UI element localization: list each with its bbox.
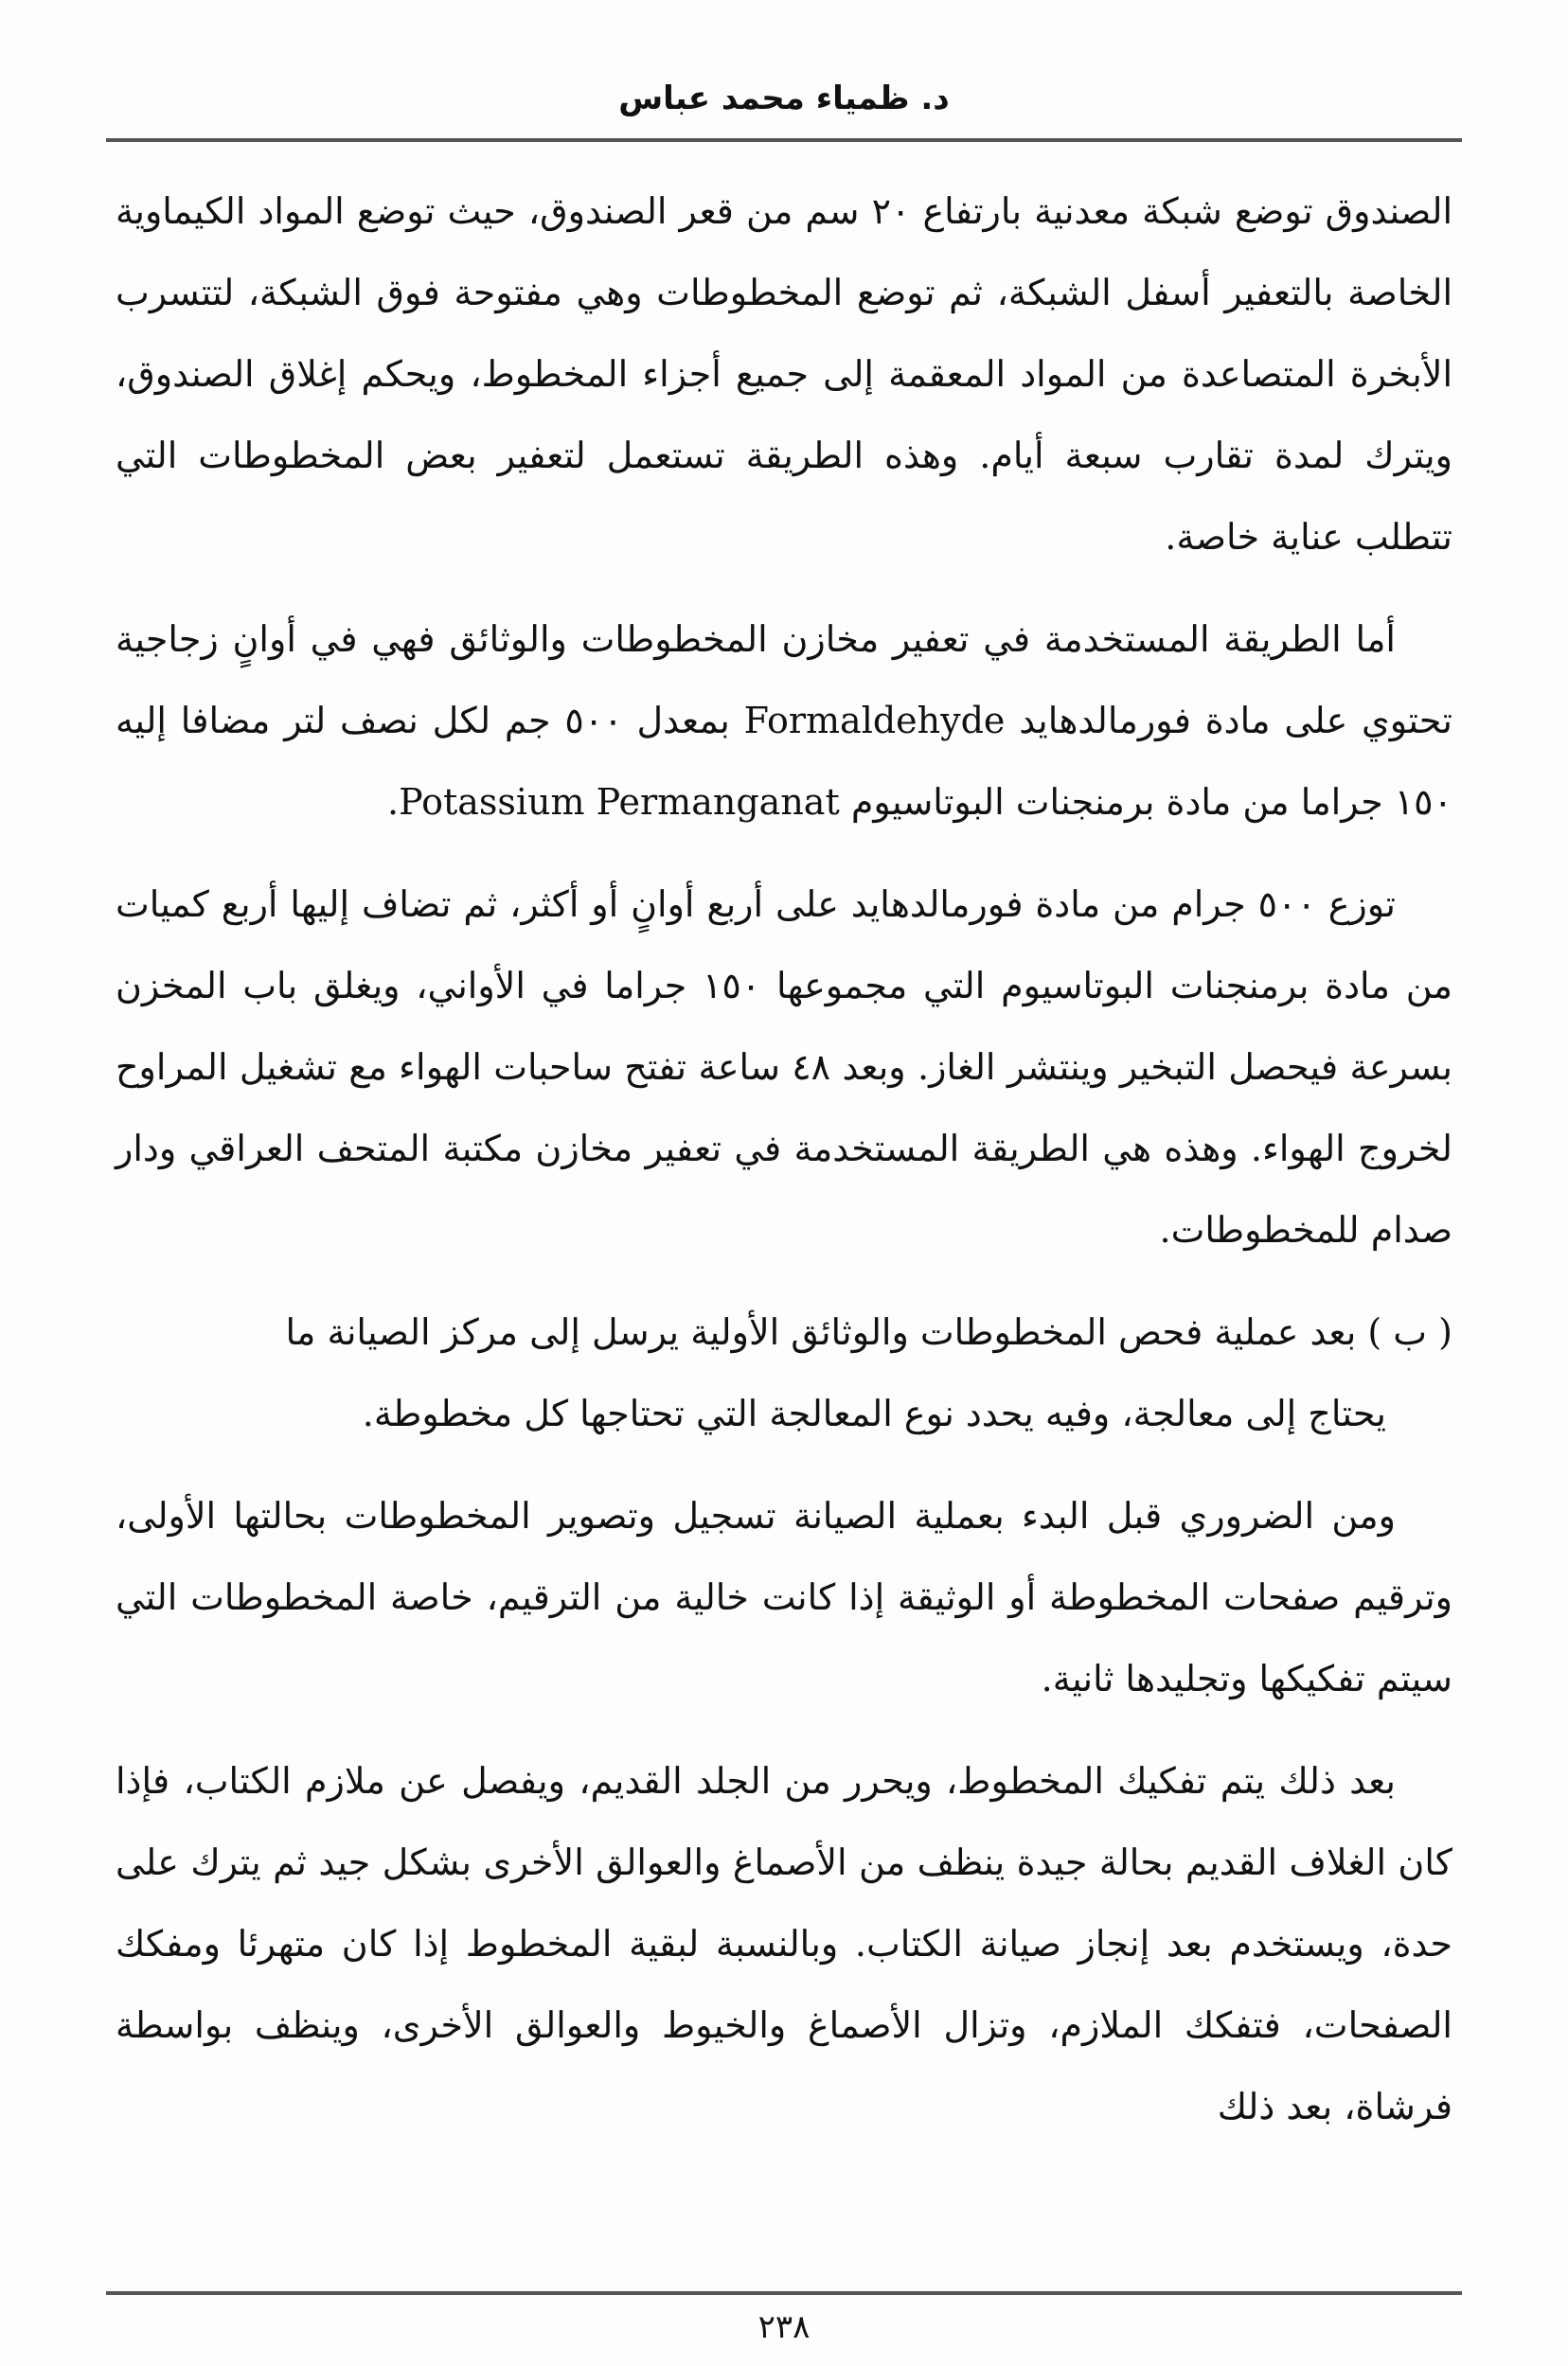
paragraph-recording-before-restoration: ومن الضروري قبل البدء بعملية الصيانة تسجيل وتصوير المخطوطات بحالتها الأولى، وترقيم صفحات المخطوطة أو الوثيقة إذا كانت خالية من الترقيم، خاصة المخطوطات التي سيتم تفكيكها وتجليدها ثانية. bbox=[116, 1495, 1452, 1699]
paragraph-storage-fumigation: أما الطريقة المستخدمة في تعفير مخازن المخطوطات والوثائق فهي في أوانٍ زجاجية تحتوي على مادة فورمالدهايد Formaldehyde بمعدل ٥٠٠ جم لكل نصف لتر مضافا إليه ١٥٠ جراما من مادة برمنجنات البوتاسيوم Potassium Permanganat. bbox=[116, 618, 1452, 823]
header-rule bbox=[106, 138, 1462, 142]
paragraph-distribution-procedure: توزع ٥٠٠ جرام من مادة فورمالدهايد على أربع أوانٍ أو أكثر، ثم تضاف إليها أربع كميات من مادة برمنجنات البوتاسيوم التي مجموعها ١٥٠ جراما في الأواني، ويغلق باب المخزن بسرعة فيحصل التبخير وينتشر الغاز. وبعد ٤٨ ساعة تفتح ساحبات الهواء مع تشغيل المراوح لخروج الهواء. وهذه هي الطريقة المستخدمة في تعفير مخازن مكتبة المتحف العراقي ودار صدام للمخطوطات. bbox=[116, 883, 1452, 1251]
body-text bbox=[116, 170, 1452, 2168]
footer-rule bbox=[106, 2291, 1462, 2295]
list-item-b-continuation: يحتاج إلى معالجة، وفيه يحدد نوع المعالجة التي تحتاجها كل مخطوطة. bbox=[362, 1393, 1386, 1434]
paragraph-disassembly: بعد ذلك يتم تفكيك المخطوط، ويحرر من الجلد القديم، ويفصل عن ملازم الكتاب، فإذا كان الغلاف القديم بحالة جيدة ينظف من الأصماغ والعوالق الأخرى بشكل جيد ثم يترك على حدة، ويستخدم بعد إنجاز صيانة الكتاب. وبالنسبة لبقية المخطوط إذا كان متهرئا ومفكك الصفحات، فتفكك الملازم، وتزال الأصماغ والخيوط والعوالق الأخرى، وينظف بواسطة فرشاة، بعد ذلك bbox=[116, 1760, 1452, 2127]
running-header-author: د. ظمياء محمد عباس bbox=[618, 80, 950, 117]
list-item-b-first-line: ( ب ) بعد عملية فحص المخطوطات والوثائق الأولية يرسل إلى مركز الصيانة ما bbox=[285, 1311, 1452, 1353]
page-number: ٢٣٨ bbox=[757, 2308, 811, 2346]
list-item-b bbox=[116, 1291, 1452, 1454]
paragraph-fumigation-box: الصندوق توضع شبكة معدنية بارتفاع ٢٠ سم من قعر الصندوق، حيث توضع المواد الكيماوية الخاصة بالتعفير أسفل الشبكة، ثم توضع المخطوطات وهي مفتوحة فوق الشبكة، لتتسرب الأبخرة المتصاعدة من المواد المعقمة إلى جميع أجزاء المخطوط، ويحكم إغلاق الصندوق، ويترك لمدة تقارب سبعة أيام. وهذه الطريقة تستعمل لتعفير بعض المخطوطات التي تتطلب عناية خاصة. bbox=[116, 190, 1453, 558]
